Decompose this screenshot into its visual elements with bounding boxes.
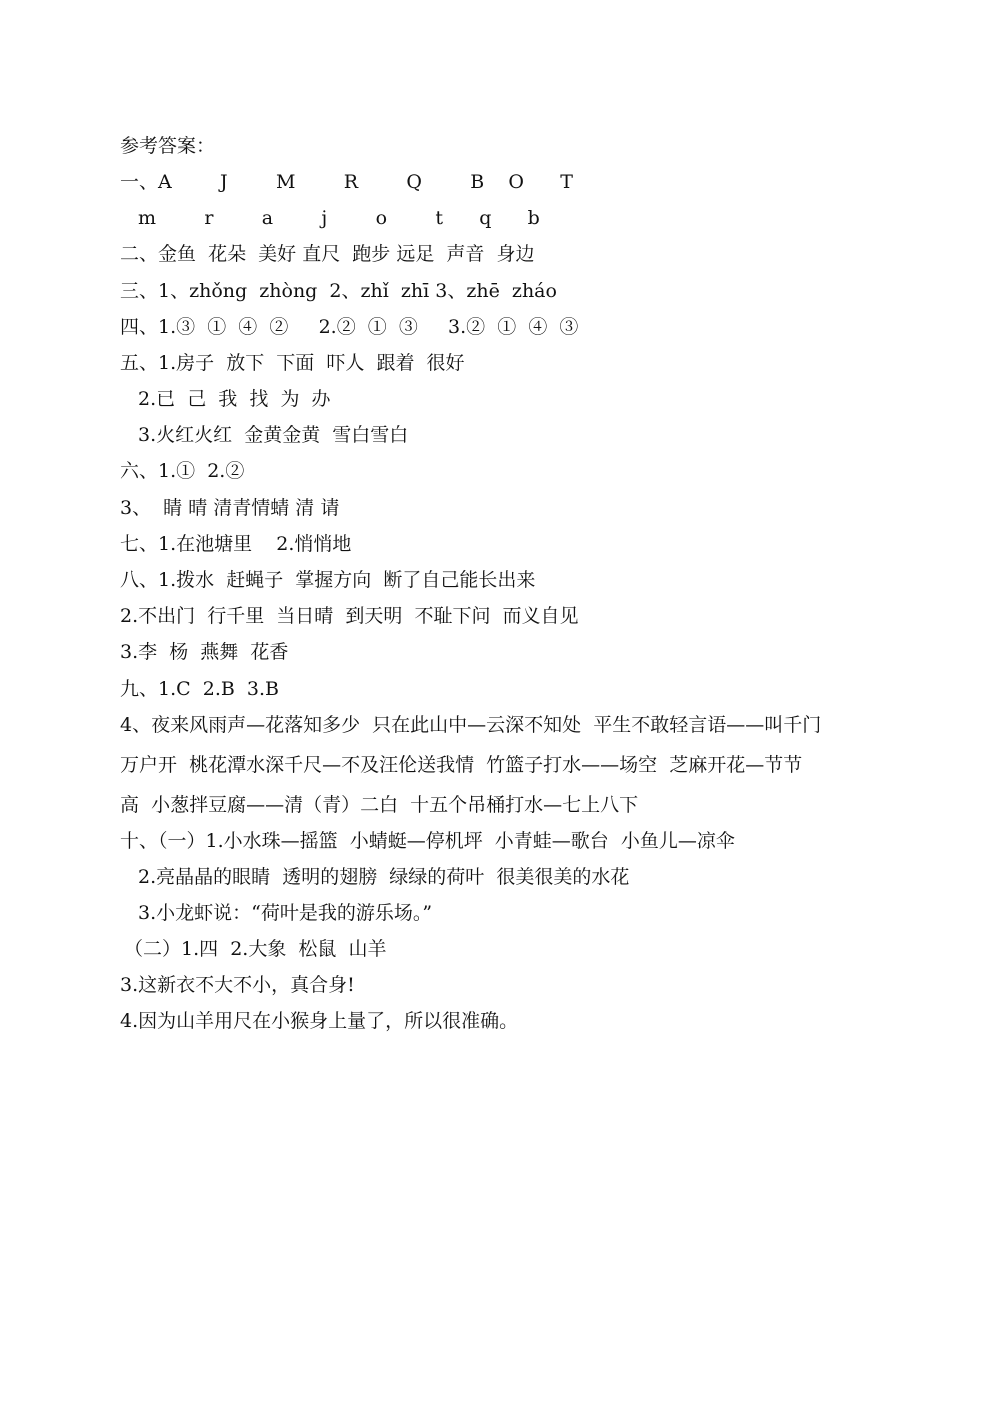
answer-line-3: 三、1、zhǒng zhòng 2、zhǐ zhī 3、zhē zháo bbox=[120, 280, 557, 302]
answer-line-9: 九、1.C 2.B 3.B bbox=[120, 678, 280, 700]
answer-line-8: 八、1.拨水 赶蝇子 掌握方向 断了自己能长出来 bbox=[120, 569, 536, 591]
answer-line-9-4a: 4、夜来风雨声—花落知多少 只在此山中—云深不知处 平生不敢轻言语——叫千门 bbox=[120, 714, 822, 736]
answer-line-2: 二、金鱼 花朵 美好 直尺 跑步 远足 声音 身边 bbox=[120, 243, 535, 265]
answer-line-8-2: 2.不出门 行千里 当日晴 到天明 不耻下问 而义自见 bbox=[120, 605, 579, 627]
answer-line-1-upper: 一、A J M R Q B O T bbox=[120, 171, 573, 193]
answer-line-10-part2: （二）1.四 2.大象 松鼠 山羊 bbox=[124, 938, 387, 960]
answer-line-9-4b: 万户开 桃花潭水深千尺—不及汪伦送我情 竹篮子打水——场空 芝麻开花—节节 bbox=[120, 754, 803, 776]
answer-line-10-part2-3: 3.这新衣不大不小，真合身! bbox=[120, 974, 355, 996]
answer-line-5: 五、1.房子 放下 下面 吓人 跟着 很好 bbox=[120, 352, 465, 374]
answer-line-7: 七、1.在池塘里 2.悄悄地 bbox=[120, 533, 352, 555]
answer-line-5-3: 3.火红火红 金黄金黄 雪白雪白 bbox=[138, 424, 409, 446]
answer-line-10-part2-4: 4.因为山羊用尺在小猴身上量了，所以很准确。 bbox=[120, 1010, 519, 1032]
answer-line-10-2: 2.亮晶晶的眼睛 透明的翅膀 绿绿的荷叶 很美很美的水花 bbox=[138, 866, 630, 888]
answer-title: 参考答案： bbox=[120, 135, 216, 157]
answer-line-6-3: 3、 睛 晴 清青情蜻 清 请 bbox=[120, 497, 340, 519]
answer-line-8-3: 3.李 杨 燕舞 花香 bbox=[120, 641, 289, 663]
answer-line-9-4c: 高 小葱拌豆腐——清（青）二白 十五个吊桶打水—七上八下 bbox=[120, 794, 639, 816]
answer-line-4: 四、1.③ ① ④ ② 2.② ① ③ 3.② ① ④ ③ bbox=[120, 316, 579, 338]
answer-line-6: 六、1.① 2.② bbox=[120, 460, 245, 482]
answer-line-5-2: 2.已 己 我 找 为 办 bbox=[138, 388, 331, 410]
answer-line-10: 十、（一）1.小水珠—摇篮 小蜻蜓—停机坪 小青蛙—歌台 小鱼儿—凉伞 bbox=[120, 830, 735, 852]
answer-line-10-3: 3.小龙虾说：“荷叶是我的游乐场。” bbox=[138, 902, 433, 924]
answer-line-1-lower: m r a j o t q b bbox=[138, 207, 540, 229]
